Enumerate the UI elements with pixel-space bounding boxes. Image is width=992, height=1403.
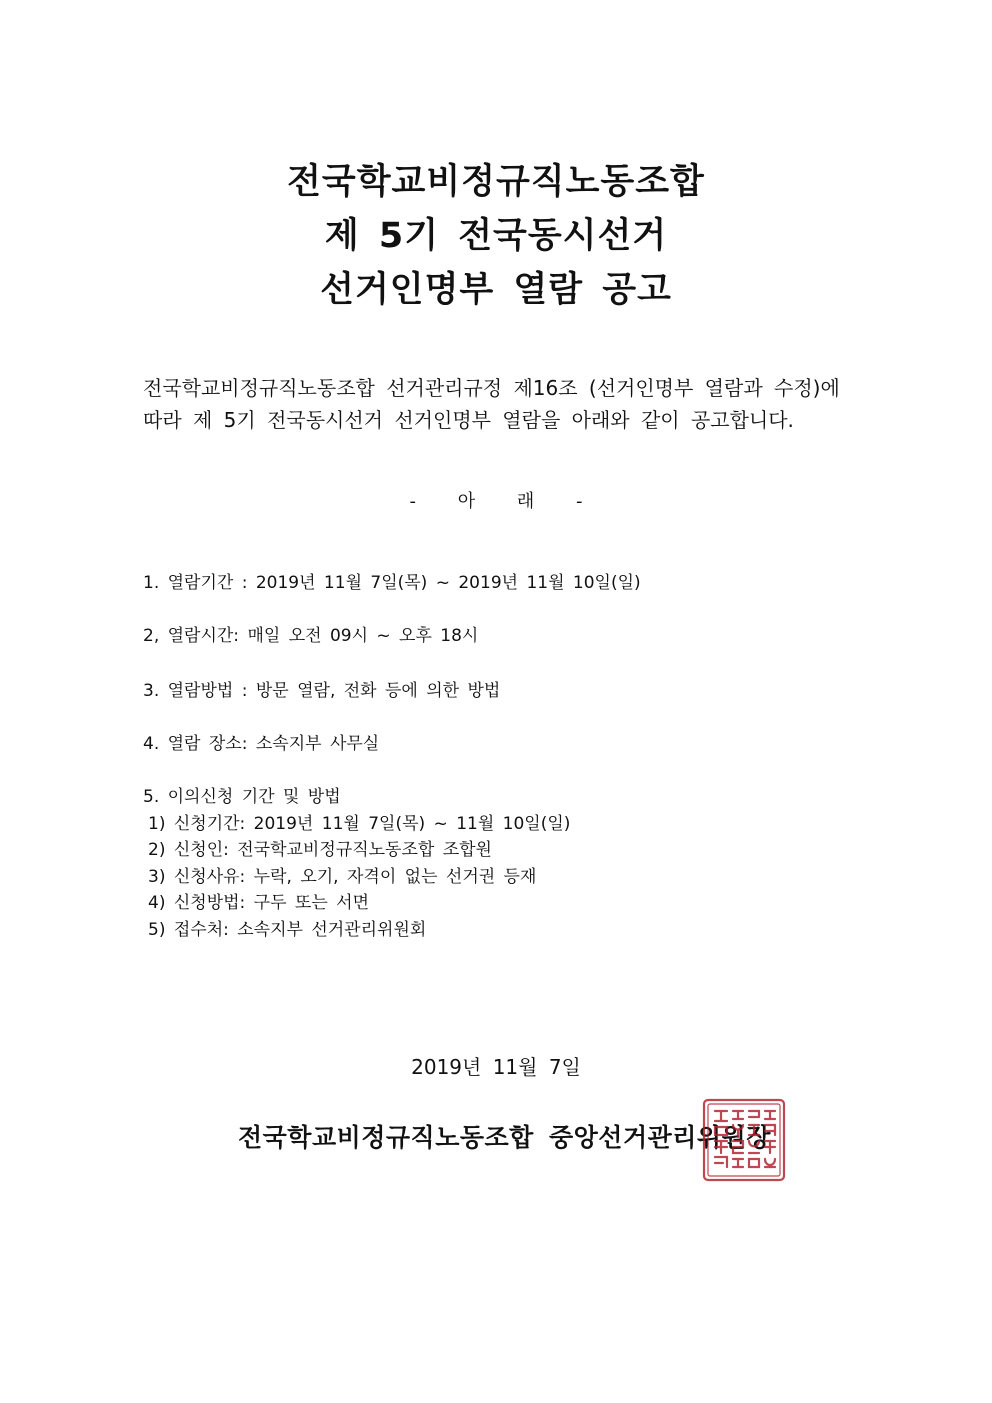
intro-line-2: 따라 제 5기 전국동시선거 선거인명부 열람을 아래와 같이 공고합니다. <box>143 408 794 432</box>
subitem-reason: 3) 신청사유: 누락, 오기, 자격이 없는 선거권 등재 <box>148 867 537 887</box>
intro-line-1: 전국학교비정규직노동조합 선거관리규정 제16조 (선거인명부 열람과 수정)에 <box>143 376 840 400</box>
subitem-reception: 5) 접수처: 소속지부 선거관리위원회 <box>148 920 427 940</box>
signer-name: 전국학교비정규직노동조합 중앙선거관리위원장 <box>238 1123 771 1152</box>
subitem-application-period: 1) 신청기간: 2019년 11월 7일(목) ~ 11월 10일(일) <box>148 814 571 834</box>
official-seal-icon <box>701 1097 787 1183</box>
item-objection-heading: 5. 이의신청 기간 및 방법 <box>143 787 341 807</box>
title-line-1: 전국학교비정규직노동조합 <box>287 162 705 202</box>
item-viewing-place: 4. 열람 장소: 소속지부 사무실 <box>143 734 380 754</box>
title-line-3: 선거인명부 열람 공고 <box>320 270 672 310</box>
item-viewing-method: 3. 열람방법 : 방문 열람, 전화 등에 의한 방법 <box>143 681 501 701</box>
subitem-applicant: 2) 신청인: 전국학교비정규직노동조합 조합원 <box>148 840 492 860</box>
arae-heading: - 아 래 - <box>409 491 583 512</box>
item-viewing-period: 1. 열람기간 : 2019년 11월 7일(목) ~ 2019년 11월 10일(일) <box>143 573 641 593</box>
subitem-method: 4) 신청방법: 구두 또는 서면 <box>148 893 370 913</box>
item-viewing-hours: 2, 열람시간: 매일 오전 09시 ~ 오후 18시 <box>143 626 479 646</box>
title-line-2: 제 5기 전국동시선거 <box>324 216 668 256</box>
notice-date: 2019년 11월 7일 <box>411 1055 581 1079</box>
